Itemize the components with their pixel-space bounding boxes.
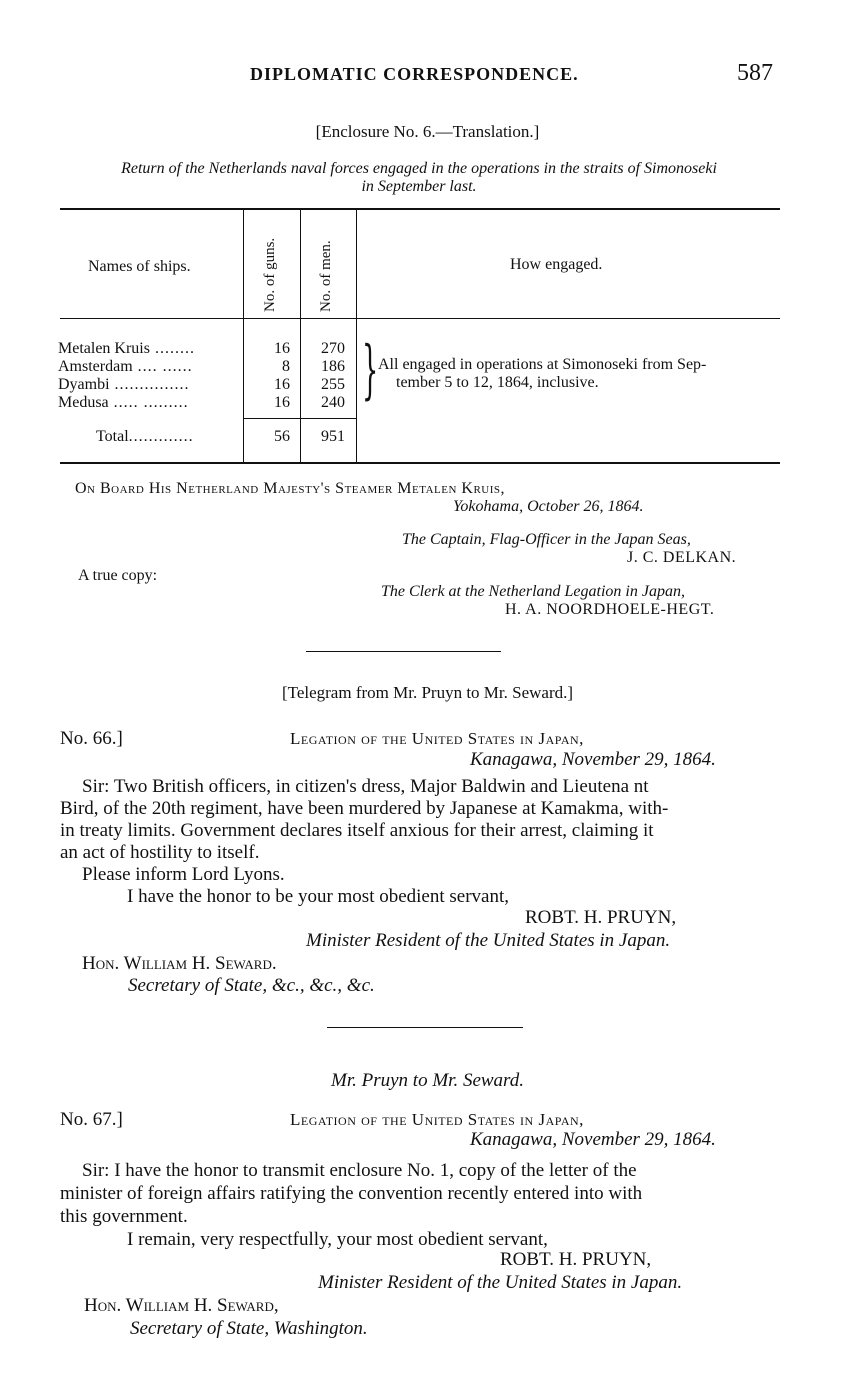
telegram-closing: I have the honor to be your most obedient servant,	[127, 886, 510, 907]
guns-cell: 16	[274, 394, 290, 411]
telegram-legation: Legation of the United States in Japan,	[290, 729, 584, 748]
telegram-body-line: in treaty limits. Government declares itself anxious for their arrest, claiming it	[60, 820, 654, 841]
telegram-body-line: Bird, of the 20th regiment, have been murdered by Japanese at Kamakma, with-	[60, 798, 669, 819]
letter-heading: Mr. Pruyn to Mr. Seward.	[331, 1070, 524, 1091]
guns-cell: 8	[282, 358, 290, 375]
header-names: Names of ships.	[88, 258, 191, 275]
col-divider-1	[243, 208, 244, 462]
engaged-line1: All engaged in operations at Simonoseki from Sep-	[378, 356, 707, 373]
table-bottom-rule	[60, 462, 780, 464]
telegram-number: No. 66.]	[60, 728, 123, 749]
onboard-line: On Board His Netherland Majesty's Steamer Metalen Kruis,	[75, 480, 506, 497]
guns-cell: 16	[274, 340, 290, 357]
header-engaged: How engaged.	[510, 256, 603, 273]
table-row: Dyambi ...............	[58, 376, 190, 393]
total-label: Total	[96, 428, 129, 445]
ship-name: Dyambi	[58, 376, 110, 393]
ship-name: Amsterdam	[58, 358, 133, 375]
letter-signer: ROBT. H. PRUYN,	[500, 1249, 652, 1270]
letter-date: Kanagawa, November 29, 1864.	[470, 1129, 716, 1150]
page-number: 587	[737, 60, 773, 86]
section-divider	[306, 651, 501, 652]
table-top-rule	[60, 208, 780, 210]
total-men: 951	[321, 428, 345, 445]
place-date: Yokohama, October 26, 1864.	[453, 498, 644, 515]
brace: }	[362, 333, 379, 407]
captain-title: The Captain, Flag-Officer in the Japan Seas,	[402, 531, 691, 548]
clerk-name: H. A. NOORDHOELE-HEGT.	[505, 601, 715, 618]
col-divider-2	[300, 208, 301, 462]
table-caption-line1: Return of the Netherlands naval forces engaged in the operations in the straits of Simonoseki	[121, 160, 717, 177]
enclosure-label: [Enclosure No. 6.—Translation.]	[315, 122, 540, 141]
clerk-title: The Clerk at the Netherland Legation in Japan,	[381, 583, 685, 600]
engaged-line2: tember 5 to 12, 1864, inclusive.	[396, 374, 599, 391]
telegram-date: Kanagawa, November 29, 1864.	[470, 749, 716, 770]
letter-body-line: Sir: I have the honor to transmit enclosure No. 1, copy of the letter of the	[82, 1160, 637, 1181]
table-caption-line2: in September last.	[361, 178, 477, 195]
letter-legation: Legation of the United States in Japan,	[290, 1110, 584, 1129]
telegram-signer: ROBT. H. PRUYN,	[525, 907, 677, 928]
telegram-body-line: Sir: Two British officers, in citizen's dress, Major Baldwin and Lieutena nt	[82, 776, 649, 797]
header-guns: No. of guns.	[262, 237, 278, 312]
telegram-signer-title: Minister Resident of the United States in Japan.	[306, 930, 671, 951]
guns-cell: 16	[274, 376, 290, 393]
ship-name: Medusa	[58, 394, 109, 411]
letter-body-line: minister of foreign affairs ratifying the convention recently entered into with	[60, 1183, 643, 1204]
men-cell: 240	[321, 394, 345, 411]
table-row: Metalen Kruis ........	[58, 340, 195, 357]
total-guns: 56	[274, 428, 290, 445]
letter-signer-title: Minister Resident of the United States in Japan.	[318, 1272, 683, 1293]
telegram-addressee-title: Secretary of State, &c., &c., &c.	[128, 975, 375, 996]
letter-addressee-title: Secretary of State, Washington.	[130, 1318, 368, 1339]
table-row: Amsterdam .... ......	[58, 358, 193, 375]
telegram-addressee: Hon. William H. Seward.	[82, 953, 277, 974]
table-row: Medusa ..... .........	[58, 394, 189, 411]
telegram-heading: [Telegram from Mr. Pruyn to Mr. Seward.]	[281, 683, 574, 702]
telegram-inform: Please inform Lord Lyons.	[82, 864, 285, 885]
men-cell: 270	[321, 340, 345, 357]
section-divider	[327, 1027, 523, 1028]
true-copy: A true copy:	[78, 567, 158, 584]
table-header-rule	[60, 318, 780, 319]
letter-number: No. 67.]	[60, 1109, 123, 1130]
letter-addressee: Hon. William H. Seward,	[84, 1295, 279, 1316]
col-divider-3	[356, 208, 357, 462]
total-row: Total.............	[96, 428, 194, 445]
men-cell: 255	[321, 376, 345, 393]
telegram-body-line: an act of hostility to itself.	[60, 842, 260, 863]
men-cell: 186	[321, 358, 345, 375]
captain-name: J. C. DELKAN.	[627, 549, 737, 566]
running-title: DIPLOMATIC CORRESPONDENCE.	[250, 64, 579, 84]
header-men: No. of men.	[318, 240, 334, 312]
letter-closing: I remain, very respectfully, your most obedient servant,	[127, 1229, 548, 1250]
ship-name: Metalen Kruis	[58, 340, 150, 357]
letter-body-line: this government.	[60, 1206, 188, 1227]
